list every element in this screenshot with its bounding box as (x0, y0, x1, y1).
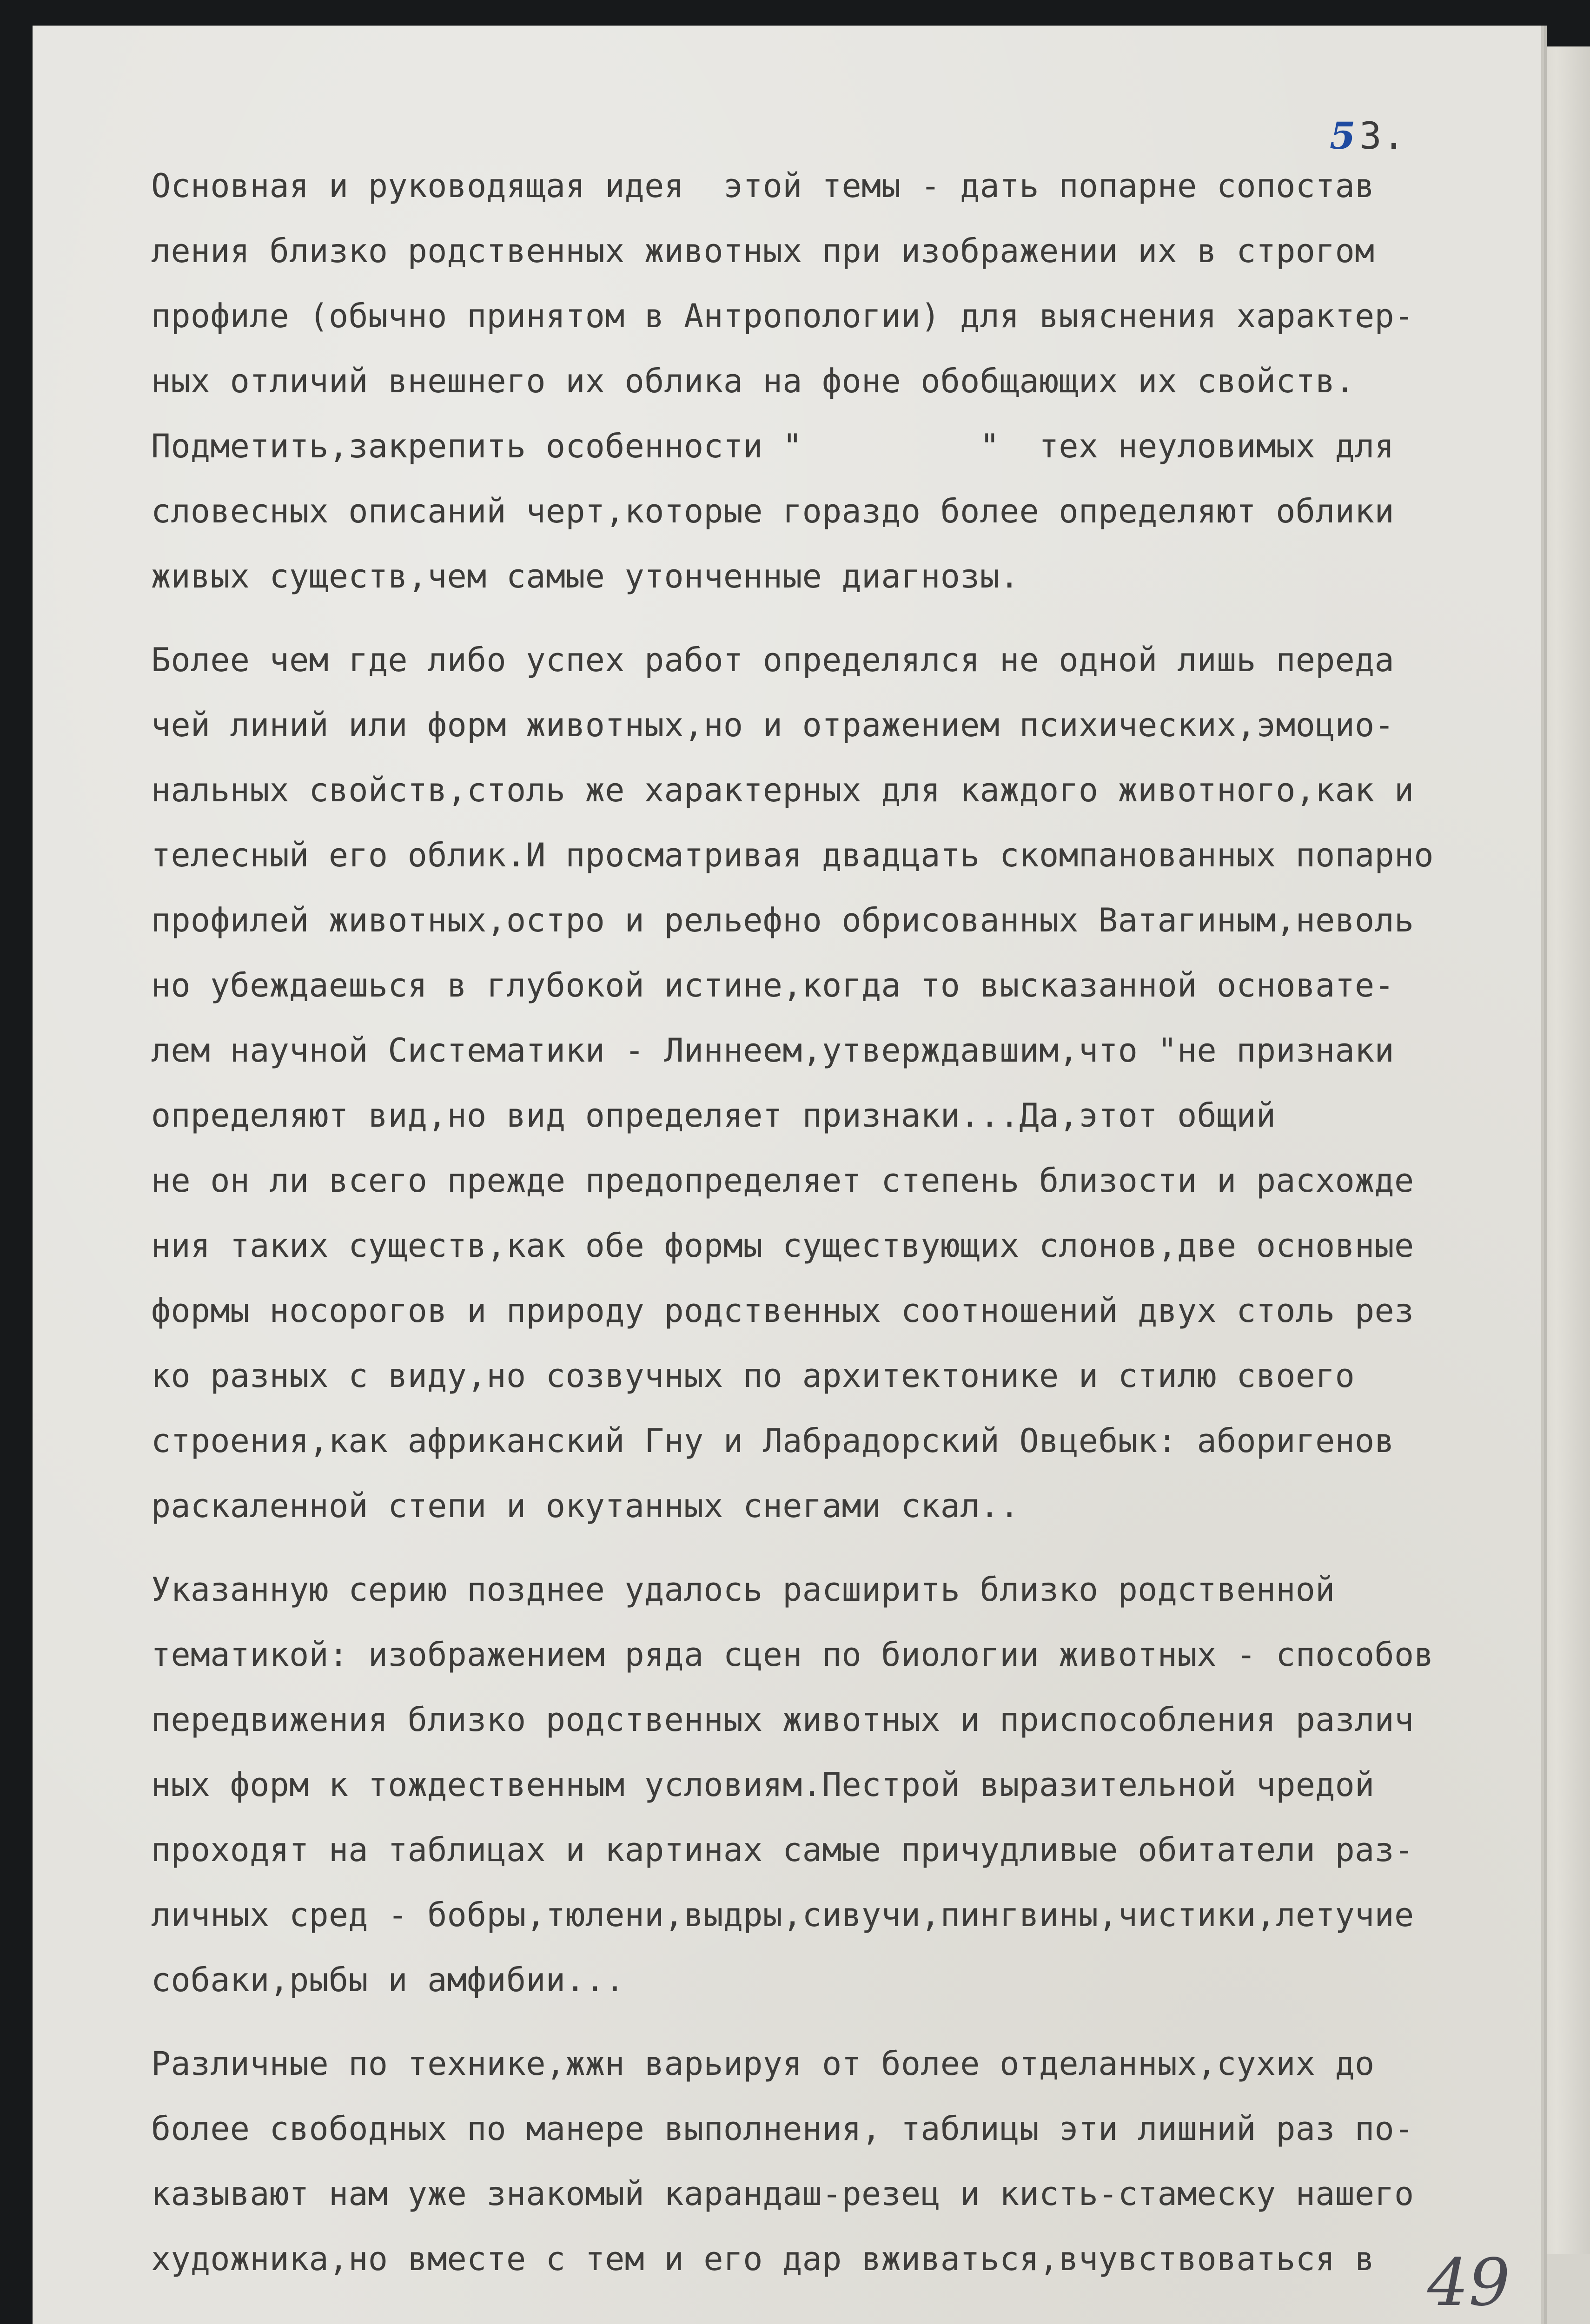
text-line: лем научной Систематики - Линнеем,утверждавшим,что "не признаки (151, 1031, 1394, 1070)
text-line: ления близко родственных животных при изображении их в строгом (151, 232, 1375, 270)
text-line: формы носорогов и природу родственных соотношений двух столь рез (151, 1292, 1414, 1330)
paragraph-gap (151, 609, 1537, 627)
text-line: личных сред - бобры,тюлени,выдры,сивучи,пингвины,чистики,летучие (151, 1896, 1414, 1934)
typed-page-number: 3. (1359, 114, 1406, 158)
text-line: ко разных с виду,но созвучных по архитектонике и стилю своего (151, 1357, 1355, 1395)
text-line: художника,но вместе с тем и его дар вживаться,вчувствоваться в (151, 2240, 1375, 2278)
text-line: передвижения близко родственных животных и приспособления различ (151, 1701, 1414, 1739)
page-number (1330, 114, 1406, 158)
underlying-sheet-edge (1533, 46, 1590, 2324)
paragraph (151, 1557, 1537, 2013)
text-line: Различные по технике,жжн варьируя от более отделанных,сухих до (151, 2045, 1375, 2083)
handwritten-folio-number: 49 (1427, 2245, 1510, 2321)
paragraph-gap (151, 1538, 1537, 1557)
text-line: профиле (обычно принятом в Антропологии) для выяснения характер- (151, 297, 1414, 335)
text-line: ных форм к тождественным условиям.Пестрой выразительной чредой (151, 1766, 1375, 1804)
text-line: Основная и руководящая идея этой темы - дать попарне сопостав (151, 167, 1375, 205)
text-line: живых существ,чем самые утонченные диагнозы. (151, 557, 1020, 595)
text-line: Подметить,закрепить особенности " " тех неуловимых для (151, 427, 1394, 465)
text-line: ных отличий внешнего их облика на фоне обобщающих их свойств. (151, 362, 1355, 400)
text-line: нальных свойств,столь же характерных для каждого животного,как и (151, 771, 1414, 809)
text-line: тематикой: изображением ряда сцен по биологии животных - способов (151, 1636, 1434, 1674)
text-line: строения,как африканский Гну и Лабрадорский Овцебык: аборигенов (151, 1422, 1394, 1460)
text-line: раскаленной степи и окутанных снегами скал.. (151, 1487, 1020, 1525)
paragraph (151, 2031, 1537, 2291)
text-line: более свободных по манере выполнения, таблицы эти лишний раз по- (151, 2110, 1414, 2148)
paragraph (151, 627, 1537, 1538)
text-line: казывают нам уже знакомый карандаш-резец и кисть-стамеску нашего (151, 2175, 1414, 2213)
text-line: ния таких существ,как обе формы существующих слонов,две основные (151, 1227, 1414, 1265)
paragraph (151, 153, 1537, 609)
text-line: профилей животных,остро и рельефно обрисованных Ватагиным,неволь (151, 901, 1414, 939)
document-text-body (151, 153, 1537, 2291)
paragraph-gap (151, 2013, 1537, 2031)
text-line: но убеждаешься в глубокой истине,когда то высказанной основате- (151, 966, 1394, 1004)
text-line: Более чем где либо успех работ определялся не одной лишь переда (151, 641, 1394, 679)
text-line: проходят на таблицах и картинах самые причудливые обитатели раз- (151, 1831, 1414, 1869)
text-line: словесных описаний черт,которые гораздо более определяют облики (151, 492, 1394, 530)
text-line: Указанную серию позднее удалось расширить близко родственной (151, 1571, 1335, 1609)
text-line: собаки,рыбы и амфибии... (151, 1961, 625, 1999)
text-line: чей линий или форм животных,но и отражением психических,эмоцио- (151, 706, 1394, 744)
text-line: телесный его облик.И просматривая двадцать скомпанованных попарно (151, 836, 1434, 874)
text-line: не он ли всего прежде предопределяет степень близости и расхожде (151, 1162, 1414, 1200)
handwritten-page-mark: 5 (1330, 114, 1357, 158)
text-line: определяют вид,но вид определяет признаки...Да,этот общий (151, 1096, 1276, 1135)
